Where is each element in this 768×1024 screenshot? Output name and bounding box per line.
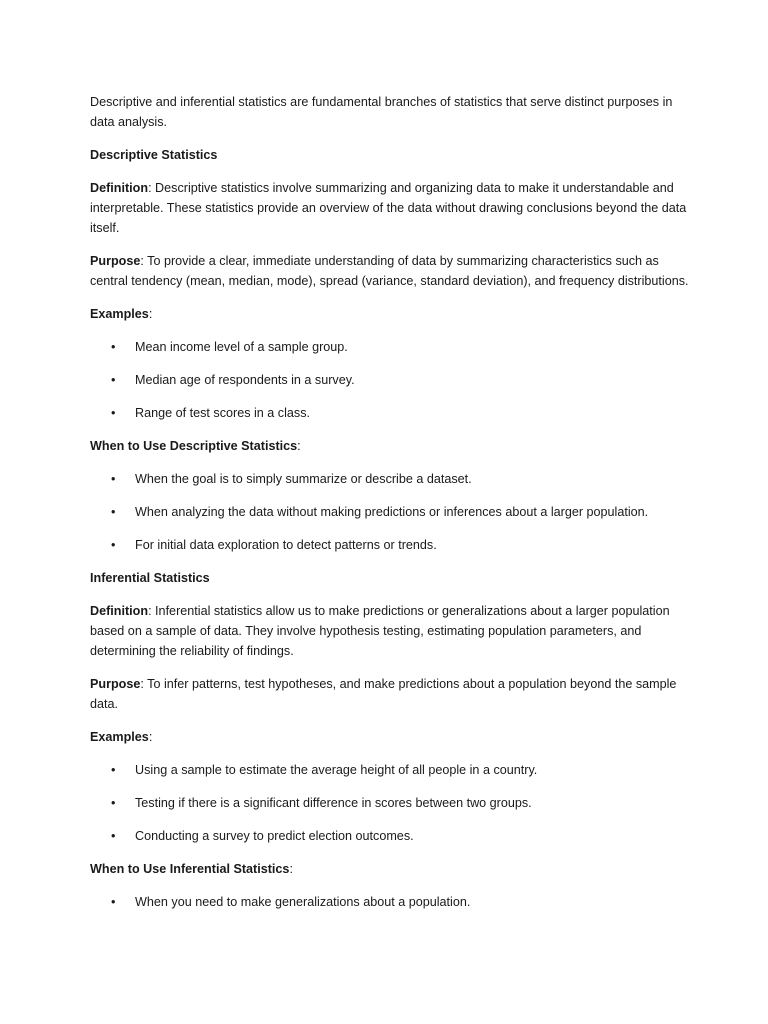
bullet-icon: • — [111, 538, 116, 552]
bullet-icon: • — [111, 505, 116, 519]
definition-label: Definition — [90, 604, 149, 618]
inferential-examples-list — [90, 760, 690, 846]
list-item: • When you need to make generalizations about a population. — [90, 892, 690, 912]
bullet-icon: • — [111, 406, 116, 420]
purpose-text: : To provide a clear, immediate understanding of data by summarizing characteristics such as central tendency (mean, median, mode), spread (variance, standard deviation), and frequency distributions. — [90, 254, 689, 288]
when-label: When to Use Descriptive Statistics — [90, 439, 298, 453]
descriptive-examples-list — [90, 337, 690, 423]
purpose-label: Purpose — [90, 254, 141, 268]
list-item: • For initial data exploration to detect patterns or trends. — [90, 535, 690, 555]
intro-paragraph: Descriptive and inferential statistics are fundamental branches of statistics that serve distinct purposes in data analysis. — [90, 95, 673, 129]
list-item: • Using a sample to estimate the average height of all people in a country. — [90, 760, 690, 780]
descriptive-purpose — [90, 251, 690, 291]
bullet-icon: • — [111, 763, 116, 777]
descriptive-when-heading: When to Use Descriptive Statistics: — [90, 439, 301, 453]
inferential-definition — [90, 601, 690, 661]
definition-text: : Inferential statistics allow us to make predictions or generalizations about a larger population based on a sample of data. They involve hypothesis testing, estimating population parameters, and determining the reliability of findings. — [90, 604, 670, 658]
examples-label: Examples — [90, 307, 149, 321]
descriptive-when-list — [90, 469, 690, 555]
inferential-purpose — [90, 674, 690, 714]
bullet-icon: • — [111, 829, 116, 843]
descriptive-definition — [90, 178, 690, 238]
document-page — [90, 92, 690, 925]
list-item: • When the goal is to simply summarize or describe a dataset. — [90, 469, 690, 489]
when-label: When to Use Inferential Statistics — [90, 862, 290, 876]
bullet-icon: • — [111, 895, 116, 909]
list-item: • Conducting a survey to predict election outcomes. — [90, 826, 690, 846]
list-item: • Testing if there is a significant difference in scores between two groups. — [90, 793, 690, 813]
inferential-when-heading: When to Use Inferential Statistics: — [90, 862, 293, 876]
list-item: • Range of test scores in a class. — [90, 403, 690, 423]
inferential-when-list — [90, 892, 690, 912]
examples-label: Examples — [90, 730, 149, 744]
bullet-icon: • — [111, 472, 116, 486]
section-heading-inferential: Inferential Statistics — [90, 571, 210, 585]
list-item: • Mean income level of a sample group. — [90, 337, 690, 357]
list-item: • Median age of respondents in a survey. — [90, 370, 690, 390]
inferential-examples-heading: Examples: — [90, 730, 153, 744]
list-item: • When analyzing the data without making predictions or inferences about a larger population. — [90, 502, 690, 522]
section-heading-descriptive: Descriptive Statistics — [90, 148, 218, 162]
definition-text: : Descriptive statistics involve summarizing and organizing data to make it understandable and interpretable. These statistics provide an overview of the data without drawing conclusions beyond the data itself. — [90, 181, 687, 235]
descriptive-examples-heading: Examples: — [90, 307, 153, 321]
definition-label: Definition — [90, 181, 149, 195]
bullet-icon: • — [111, 373, 116, 387]
bullet-icon: • — [111, 340, 116, 354]
purpose-label: Purpose — [90, 677, 141, 691]
bullet-icon: • — [111, 796, 116, 810]
purpose-text: : To infer patterns, test hypotheses, and make predictions about a population beyond the sample data. — [90, 677, 677, 711]
